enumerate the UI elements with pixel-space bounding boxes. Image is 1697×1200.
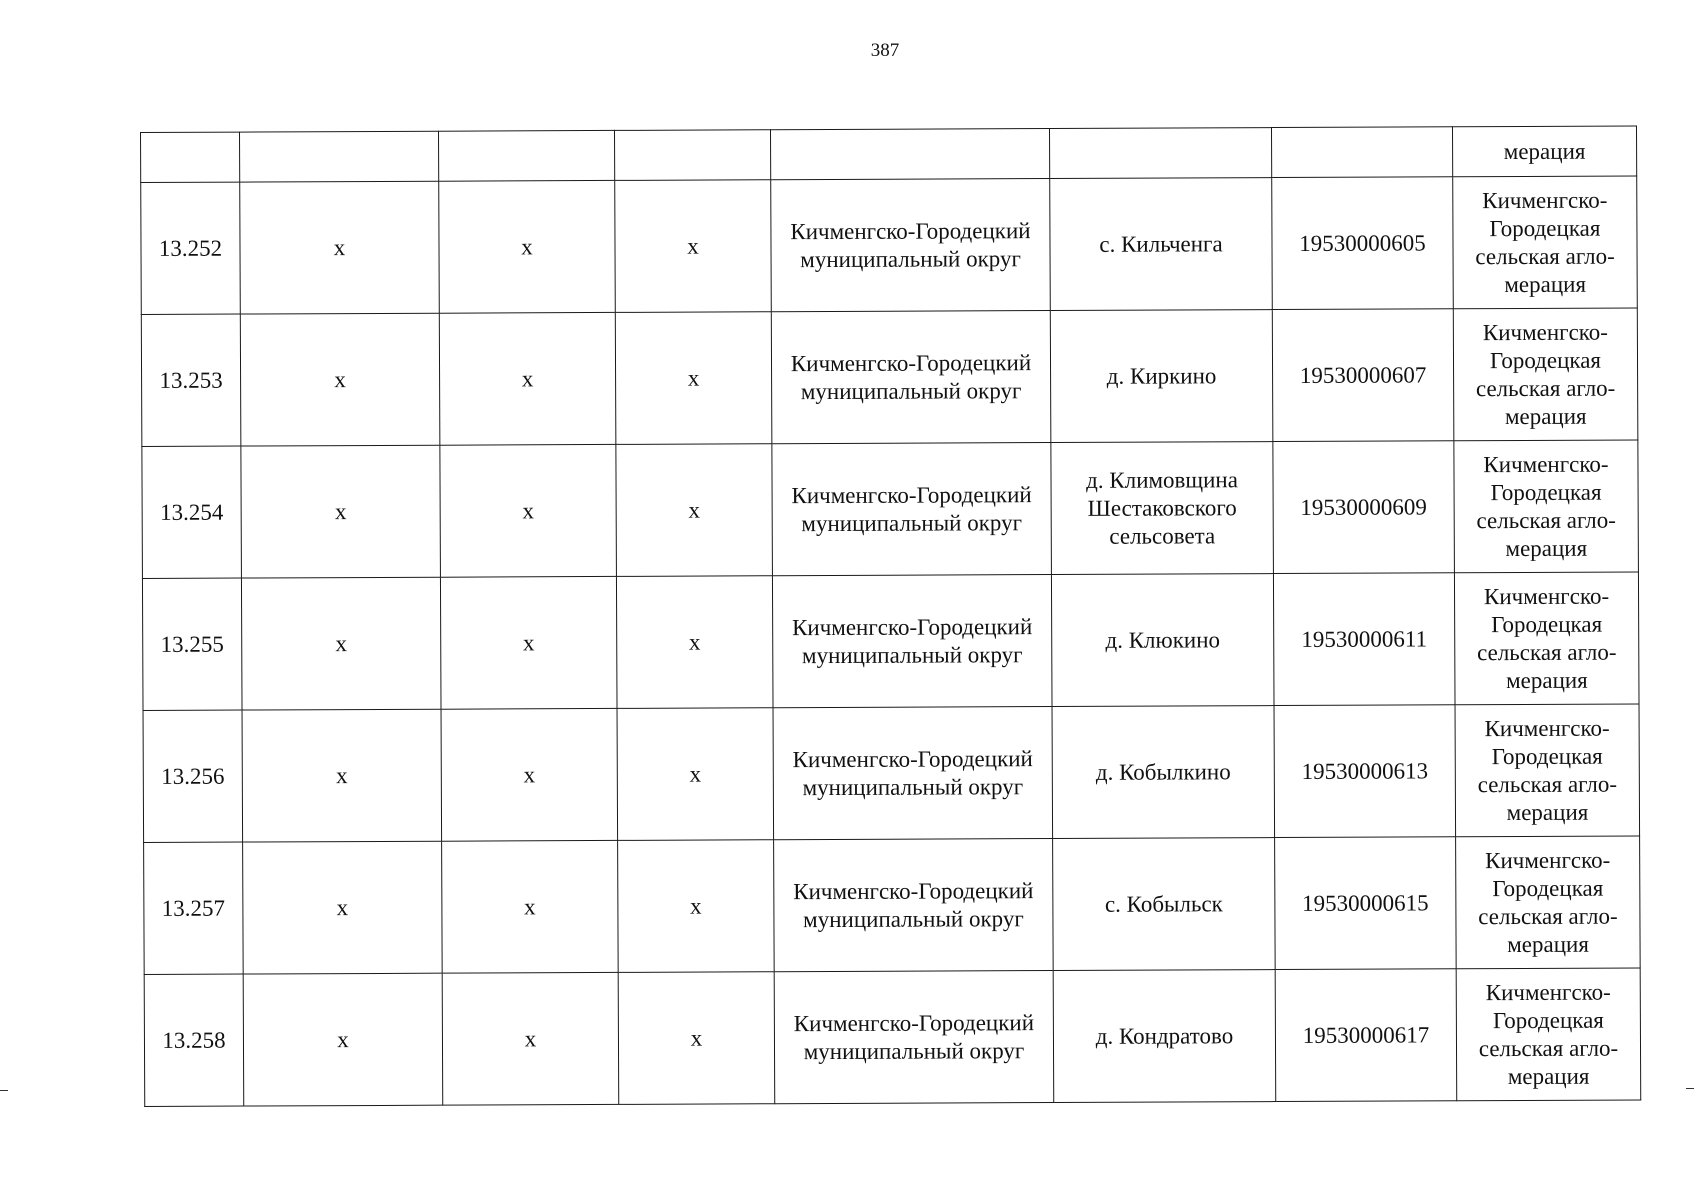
agglomeration-cell-line: Кичменгско- [1482,187,1608,213]
municipality-line: Кичменгско-Городецкий [793,877,1034,904]
municipality-line: муниципальный округ [800,245,1021,272]
agglomeration-cell-line: сельская агло- [1475,243,1615,269]
header-cell-2 [240,131,439,182]
cell-x-3: х [615,312,772,445]
settlements-table [140,125,1641,1107]
agglomeration-cell-line: сельская агло- [1476,507,1616,533]
header-cell-4 [614,130,770,181]
row-number: 13.258 [144,974,244,1106]
settlement-cell-line: с. Кобыльск [1104,890,1223,917]
oktmo-code-cell: 19530000611 [1273,573,1455,706]
agglomeration-cell-line: мерация [1505,535,1588,561]
settlement-cell [1051,574,1274,707]
municipality-line: муниципальный округ [803,1037,1025,1064]
cell-x-1: х [240,313,440,446]
cell-x-3: х [616,444,773,577]
municipality-cell [774,971,1054,1104]
municipality-line: Кичменгско-Городецкий [790,349,1032,376]
agglomeration-cell-line: мерация [1507,1063,1590,1089]
agglomeration-cell [1453,308,1638,441]
settlement-cell [1051,442,1274,575]
oktmo-code-cell: 19530000617 [1275,969,1457,1102]
municipality-line: муниципальный округ [802,773,1024,800]
row-number: 13.253 [141,314,241,446]
header-cell-num [141,132,240,182]
agglomeration-cell [1456,836,1641,969]
table-row [142,440,1639,579]
settlement-cell-line: с. Кильченга [1099,230,1223,257]
agglomeration-cell-line: сельская агло- [1478,903,1618,929]
page-number: 387 [870,40,900,61]
agglomeration-cell-line: Городецкая [1491,611,1603,637]
header-cell-3 [438,130,614,181]
agglomeration-cell-line: Городецкая [1492,875,1604,901]
municipality-line: муниципальный округ [803,905,1024,932]
settlement-cell [1052,706,1275,839]
agglomeration-cell-line: Городецкая [1490,479,1602,505]
agglomeration-cell-line: сельская агло- [1477,639,1617,665]
table-row [144,968,1641,1107]
agglomeration-cell [1453,176,1638,309]
settlement-cell-line: д. Климовщина [1086,466,1238,493]
settlement-cell-line: д. Кондратово [1095,1022,1234,1049]
header-cell-code [1271,127,1452,178]
cell-x-3: х [618,972,775,1105]
right-margin-mark [1686,1088,1694,1089]
cell-x-1: х [243,973,443,1106]
agglomeration-cell-line: мерация [1504,403,1587,429]
cell-x-3: х [618,840,775,973]
table-row [141,176,1638,315]
cell-x-1: х [242,709,442,842]
cell-x-2: х [439,180,616,313]
agglomeration-cell-line: Городецкая [1489,347,1602,373]
cell-x-3: х [615,180,772,313]
oktmo-code-cell: 19530000609 [1273,441,1455,574]
left-margin-mark [0,1090,8,1091]
row-number: 13.254 [142,446,242,578]
settlement-cell [1053,838,1276,971]
settlement-cell [1053,970,1276,1103]
agglomeration-cell-line: мерация [1507,931,1589,957]
agglomeration-cell-line: Кичменгско- [1485,979,1611,1005]
municipality-line: Кичменгско-Городецкий [791,481,1032,508]
cell-x-2: х [440,444,617,577]
cell-x-2: х [440,576,617,709]
agglomeration-cell-line: сельская агло- [1475,375,1616,401]
municipality-cell [772,443,1052,576]
table-row [142,572,1639,711]
municipality-cell [771,311,1051,444]
oktmo-code-cell: 19530000615 [1275,837,1457,970]
agglomeration-cell-line: Городецкая [1491,743,1603,769]
settlement-cell-line: д. Кобылкино [1095,758,1231,785]
settlement-cell-line: д. Клюкино [1105,626,1221,653]
cell-x-2: х [442,972,619,1105]
agglomeration-cell-line: сельская агло- [1477,771,1618,797]
agglomeration-cell [1456,968,1641,1101]
row-number: 13.257 [144,842,244,974]
cell-x-1: х [241,445,441,578]
agglomeration-cell-line: мерация [1506,799,1589,825]
municipality-cell [772,575,1052,708]
oktmo-code-cell: 19530000605 [1272,177,1454,310]
header-cell-settlement [1049,128,1271,179]
table-row [144,836,1641,975]
agglomeration-cell-line: Городецкая [1492,1007,1604,1033]
agglomeration-cell-line: мерация [1504,271,1587,297]
row-number: 13.252 [141,182,241,314]
municipality-line: Кичменгско-Городецкий [793,1009,1035,1036]
cell-x-2: х [441,708,618,841]
agglomeration-cell [1455,704,1640,837]
municipality-line: муниципальный округ [801,641,1023,668]
settlement-cell [1050,310,1273,443]
agglomeration-cell [1454,572,1639,705]
cell-x-1: х [241,577,441,710]
municipality-cell [773,707,1053,840]
table-row [141,308,1638,447]
cell-x-2: х [442,840,619,973]
municipality-line: Кичменгско-Городецкий [791,613,1033,640]
agglomeration-cell-line: Городецкая [1489,215,1601,241]
agglomeration-cell-line: Кичменгско- [1484,715,1610,741]
row-number: 13.255 [142,578,242,710]
municipality-cell [771,179,1051,312]
cell-x-1: х [243,841,443,974]
agglomeration-cell-line: сельская агло- [1478,1035,1619,1061]
oktmo-code-cell: 19530000613 [1274,705,1456,838]
cell-x-1: х [240,181,440,314]
cell-x-3: х [616,576,773,709]
agglomeration-cell [1454,440,1639,573]
cell-x-3: х [617,708,774,841]
municipality-line: муниципальный округ [801,509,1023,536]
municipality-line: Кичменгско-Городецкий [790,217,1031,244]
agglomeration-cell-line: Кичменгско- [1483,451,1609,477]
municipality-cell [774,839,1054,972]
agglomeration-cell-line: Кичменгско- [1483,583,1610,609]
oktmo-code-cell: 19530000607 [1272,309,1454,442]
municipality-line: муниципальный округ [800,377,1022,404]
header-cell-agglomeration: мерация [1452,126,1636,177]
municipality-line: Кичменгско-Городецкий [792,745,1033,772]
cell-x-2: х [439,312,616,445]
header-cell-municipality [770,129,1049,180]
settlement-cell-line: д. Киркино [1106,362,1217,389]
agglomeration-cell-line: мерация [1506,667,1588,693]
agglomeration-cell-line: Кичменгско- [1485,847,1611,873]
table-row [143,704,1640,843]
agglomeration-cell-line: Кичменгско- [1482,319,1608,345]
settlement-cell-line: сельсовета [1109,522,1216,549]
settlement-cell-line: Шестаковского [1087,494,1237,521]
row-number: 13.256 [143,710,243,842]
settlement-cell [1050,178,1273,311]
table-header-continuation-row [141,126,1637,183]
